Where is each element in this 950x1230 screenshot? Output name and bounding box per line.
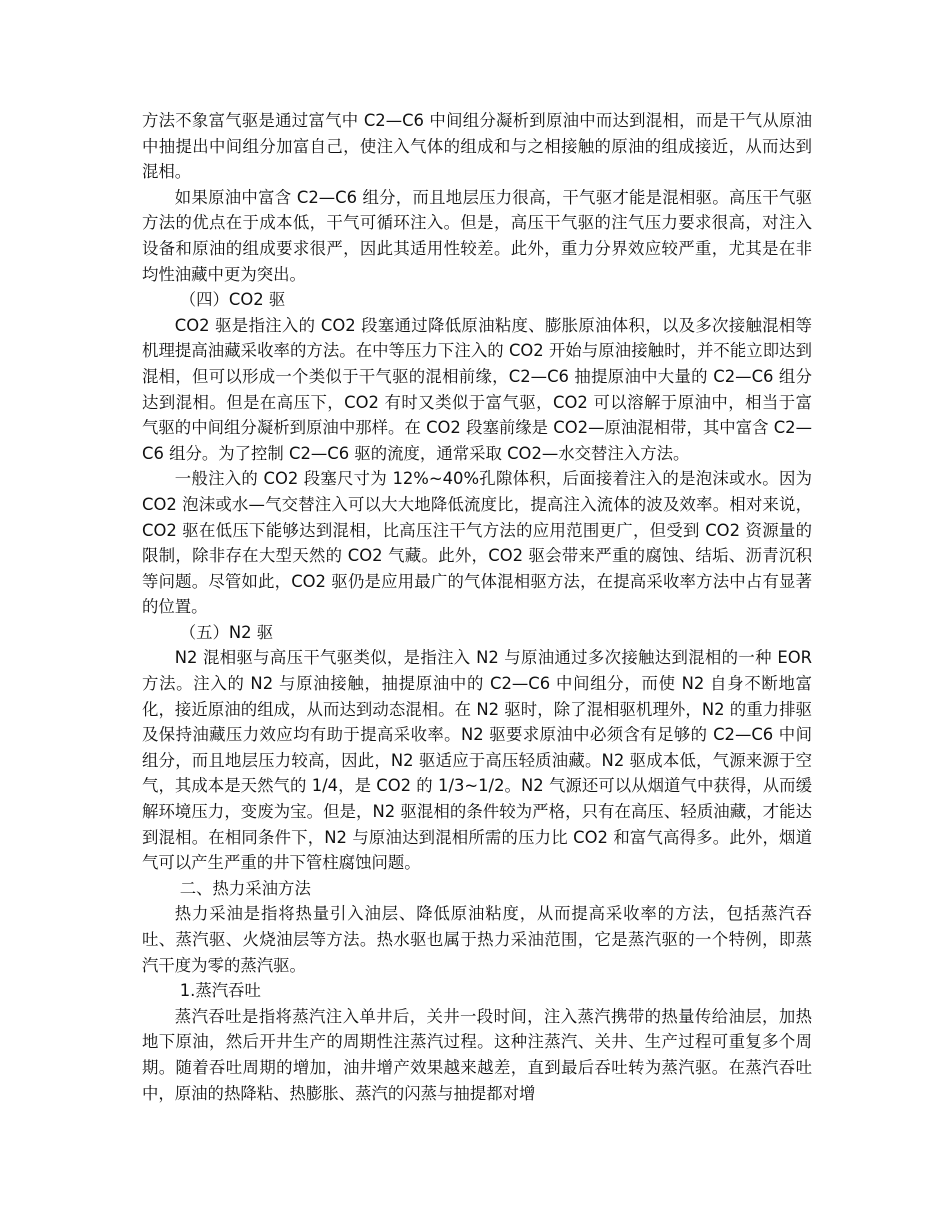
section-heading-thermal-recovery: 二、热力采油方法 bbox=[179, 878, 311, 898]
paragraph-dry-gas-mechanism: 方法不象富气驱是通过富气中 C2—C6 中间组分凝析到原油中而达到混相，而是干气从原油中抽提出中间组分加富自己，使注入气体的组成和与之相接触的原油的组成接近，从而达到混相。 bbox=[142, 111, 812, 182]
document-page bbox=[142, 108, 812, 1106]
section-heading-steam-huff-puff: 1.蒸汽吞吐 bbox=[179, 981, 261, 1001]
paragraph-n2-mechanism: N2 混相驱与高压干气驱类似，是指注入 N2 与原油通过多次接触达到混相的一种 EOR 方法。注入的 N2 与原油接触，抽提原油中的 C2—C6 中间组分，而使 N2 自身不断地富化，接近原油的组成，从而达到动态混相。在 N2 驱时，除了混相驱机理外，N2 的重力排驱及保持油藏压力效应均有助于提高采收率。N2 驱要求原油中必须含有足够的 C2—C6 中间组分，而且地层压力较高，因此，N2 驱适应于高压轻质油藏。N2 驱成本低，气源来源于空气，其成本是天然气的 1/4，是 CO2 的 1/3~1/2。N2 气源还可以从烟道气中获得，从而缓解环境压力，变废为宝。但是，N2 驱混相的条件较为严格，只有在高压、轻质油藏，才能达到混相。在相同条件下，N2 与原油达到混相所需的压力比 CO2 和富气高得多。此外，烟道气可以产生严重的井下管柱腐蚀问题。 bbox=[142, 648, 812, 873]
paragraph-co2-slug: 一般注入的 CO2 段塞尺寸为 12%~40%孔隙体积，后面接着注入的是泡沫或水。因为 CO2 泡沫或水—气交替注入可以大大地降低流度比，提高注入流体的波及效率。相对来说，CO2 驱在低压下能够达到混相，比高压注干气方法的应用范围更广，但受到 CO2 资源量的限制，除非存在大型天然的 CO2 气藏。此外，CO2 驱会带来严重的腐蚀、结垢、沥青沉积等问题。尽管如此，CO2 驱仍是应用最广的气体混相驱方法，在提高采收率方法中占有显著的位置。 bbox=[142, 469, 812, 617]
section-heading-co2-drive: （四）CO2 驱 bbox=[179, 290, 286, 310]
section-heading-n2-drive: （五）N2 驱 bbox=[179, 622, 274, 642]
paragraph-dry-gas-conditions: 如果原油中富含 C2—C6 组分，而且地层压力很高，干气驱才能是混相驱。高压干气驱方法的优点在于成本低，干气可循环注入。但是，高压干气驱的注气压力要求很高，对注入设备和原油的组成要求很严，因此其适用性较差。此外，重力分界效应较严重，尤其是在非均性油藏中更为突出。 bbox=[142, 187, 812, 284]
paragraph-steam-huff-puff: 蒸汽吞吐是指将蒸汽注入单井后，关井一段时间，注入蒸汽携带的热量传给油层，加热地下原油，然后开井生产的周期性注蒸汽过程。这种注蒸汽、关井、生产过程可重复多个周期。随着吞吐周期的增加，油井增产效果越来越差，直到最后吞吐转为蒸汽驱。在蒸汽吞吐中，原油的热降粘、热膨胀、蒸汽的闪蒸与抽提都对增 bbox=[142, 1006, 812, 1103]
paragraph-co2-mechanism: CO2 驱是指注入的 CO2 段塞通过降低原油粘度、膨胀原油体积，以及多次接触混相等机理提高油藏采收率的方法。在中等压力下注入的 CO2 开始与原油接触时，并不能立即达到混相，但可以形成一个类似于干气驱的混相前缘，C2—C6 抽提原油中大量的 C2—C6 组分达到混相。但是在高压下，CO2 有时又类似于富气驱，CO2 可以溶解于原油中，相当于富气驱的中间组分凝析到原油中那样。在 CO2 段塞前缘是 CO2—原油混相带，其中富含 C2—C6 组分。为了控制 C2—C6 驱的流度，通常采取 CO2—水交替注入方法。 bbox=[142, 315, 812, 463]
paragraph-thermal-intro: 热力采油是指将热量引入油层、降低原油粘度，从而提高采收率的方法，包括蒸汽吞吐、蒸汽驱、火烧油层等方法。热水驱也属于热力采油范围，它是蒸汽驱的一个特例，即蒸汽干度为零的蒸汽驱。 bbox=[142, 904, 812, 975]
